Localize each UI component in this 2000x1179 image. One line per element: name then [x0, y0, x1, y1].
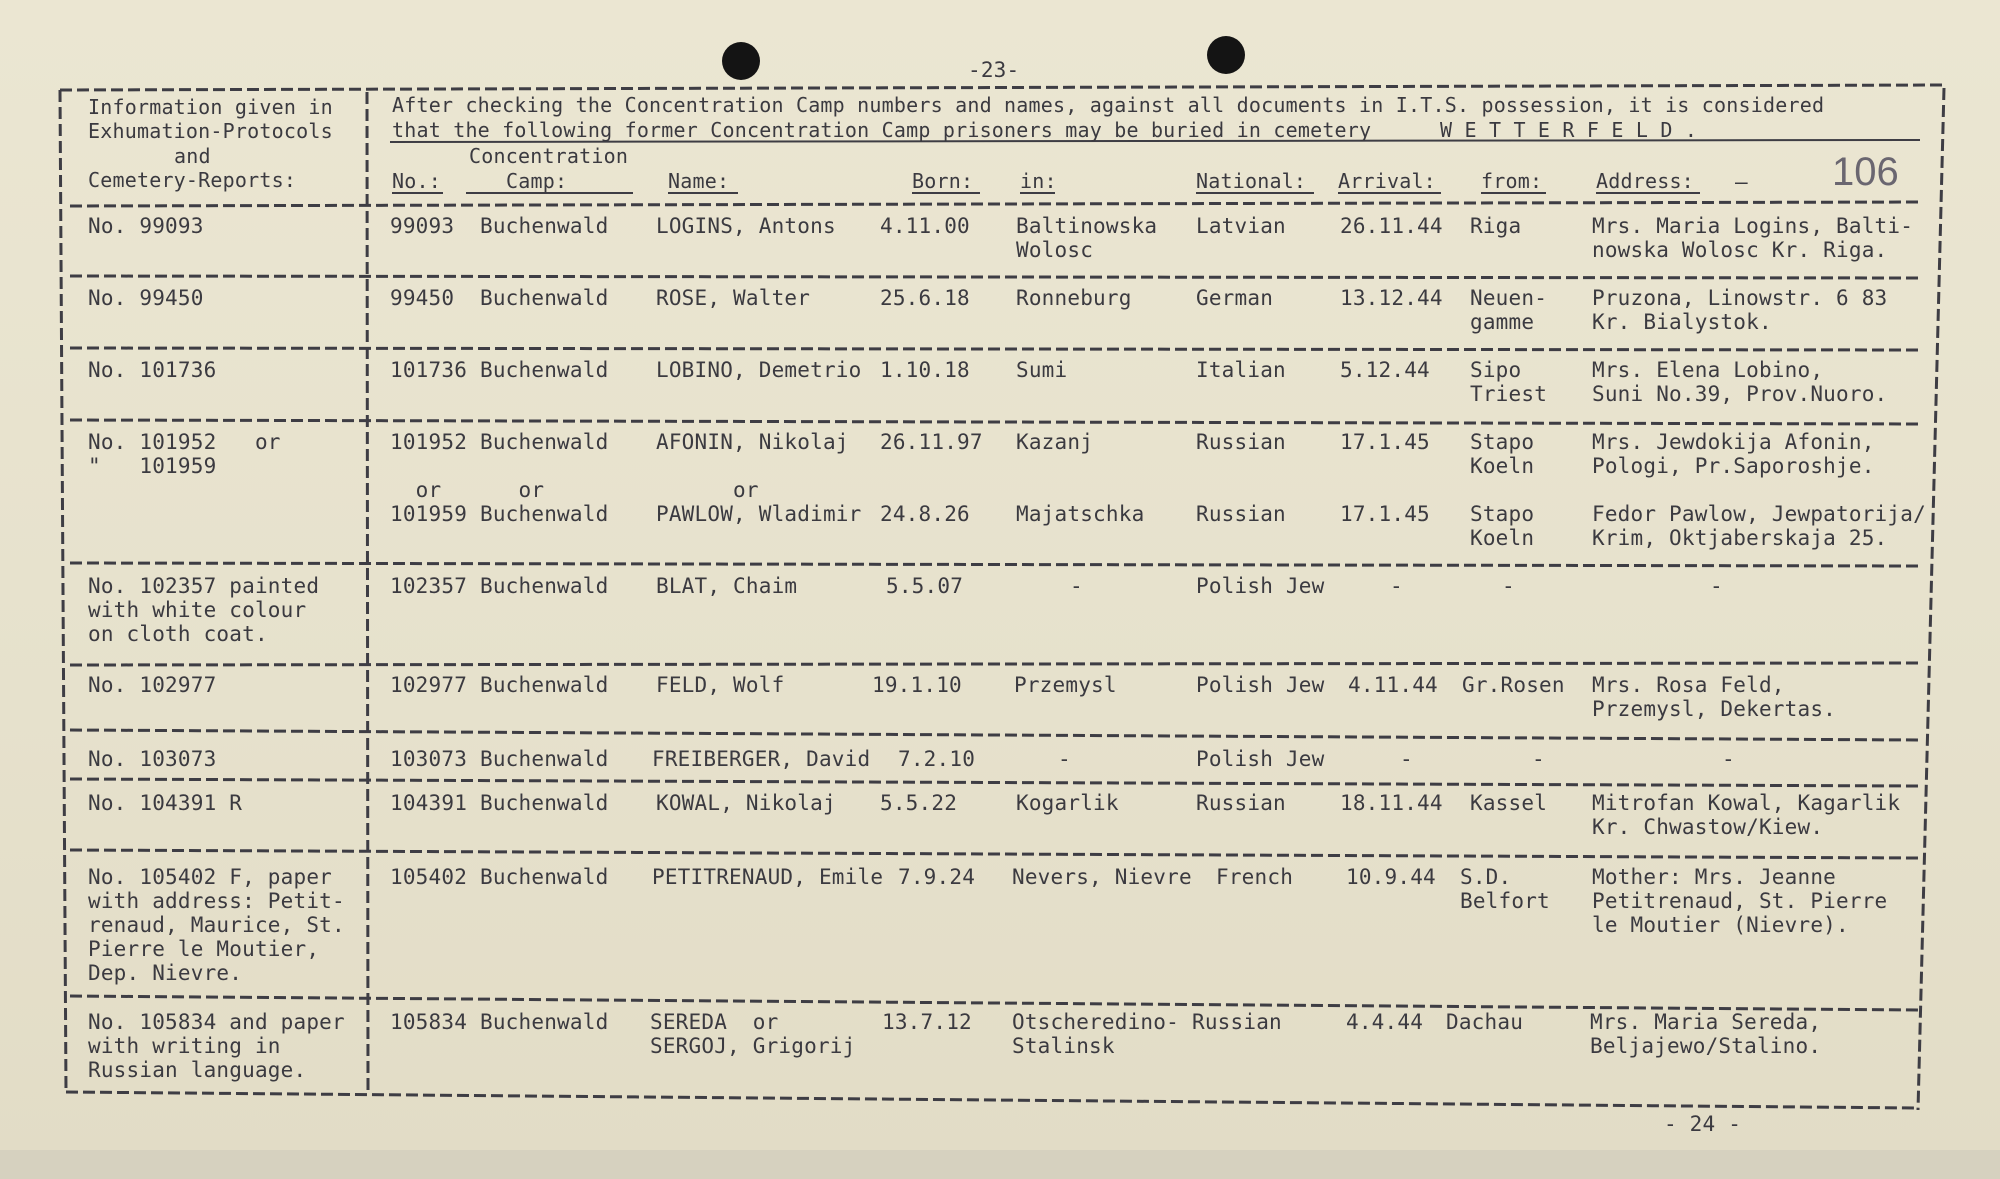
cell-name: LOGINS, Antons [656, 214, 836, 238]
cell-national: Russian [1196, 791, 1286, 815]
cell-in: Stalinsk [1012, 1034, 1115, 1058]
top-page-mark: -23- [968, 58, 1020, 82]
cell-national: Latvian [1196, 214, 1286, 238]
col-header-address: Address: [1596, 169, 1694, 193]
cell-from: Kassel [1470, 791, 1548, 815]
cell-no: 99450 [390, 286, 455, 310]
cell-in: Kogarlik [1016, 791, 1119, 815]
cell-from: Neuen- [1470, 286, 1548, 310]
col-header-no: No.: [392, 169, 441, 193]
col-header-name: Name: [668, 169, 730, 193]
cell-in: Nevers, Nievre [1012, 865, 1192, 889]
cell-national: French [1216, 865, 1294, 889]
cell-no: 104391 [390, 791, 468, 815]
cell-from: - [1502, 574, 1515, 598]
cell-name: or [656, 478, 759, 502]
cell-born: 5.5.07 [886, 574, 964, 598]
cell-name: AFONIN, Nikolaj [656, 430, 849, 454]
cell-national: German [1196, 286, 1274, 310]
cell-arrival: 10.9.44 [1346, 865, 1436, 889]
cell-national: Russian [1196, 430, 1286, 454]
cell-from: S.D. [1460, 865, 1512, 889]
cell-from: Sipo [1470, 358, 1522, 382]
page-stamp-number: 106 [1832, 150, 1899, 194]
cell-name: PETITRENAUD, Emile [652, 865, 884, 889]
cell-arrival: 4.4.44 [1346, 1010, 1424, 1034]
cell-name: PAWLOW, Wladimir [656, 502, 862, 526]
cell-info: Dep. Nievre. [88, 961, 243, 985]
cell-from: Koeln [1470, 526, 1535, 550]
cell-no: 102977 [390, 673, 468, 697]
cell-address: Suni No.39, Prov.Nuoro. [1592, 382, 1888, 406]
cell-address: Pologi, Pr.Saporoshje. [1592, 454, 1875, 478]
cell-arrival: 17.1.45 [1340, 502, 1430, 526]
cell-info: Pierre le Moutier, [88, 937, 320, 961]
cell-from: - [1532, 747, 1545, 771]
cell-address: Mrs. Rosa Feld, [1592, 673, 1785, 697]
cell-camp: Buchenwald [480, 865, 609, 889]
stamp-dash: — [1735, 170, 1748, 194]
cell-arrival: 26.11.44 [1340, 214, 1443, 238]
cell-info: No. 99093 [88, 214, 204, 238]
statement-line-1: After checking the Concentration Camp numbers and names, against all documents in I.T.S. possession, it is considered [392, 93, 1825, 117]
cell-in: Sumi [1016, 358, 1068, 382]
bottom-page-mark: - 24 - [1664, 1112, 1742, 1136]
cell-born: 25.6.18 [880, 286, 970, 310]
left-header-line-4: Cemetery-Reports: [88, 168, 297, 192]
cell-address: Mrs. Jewdokija Afonin, [1592, 430, 1875, 454]
cell-arrival: 5.12.44 [1340, 358, 1430, 382]
cell-in: Ronneburg [1016, 286, 1132, 310]
cell-info: No. 99450 [88, 286, 204, 310]
cell-address: Kr. Chwastow/Kiew. [1592, 815, 1824, 839]
cell-info: No. 102977 [88, 673, 217, 697]
cell-address: Mother: Mrs. Jeanne [1592, 865, 1837, 889]
cell-address: Mrs. Maria Sereda, [1590, 1010, 1822, 1034]
cell-info: Russian language. [88, 1058, 307, 1082]
cell-address: Petitrenaud, St. Pierre [1592, 889, 1888, 913]
cell-camp: Buchenwald [480, 286, 609, 310]
cell-national: Polish Jew [1196, 574, 1325, 598]
cell-name: FREIBERGER, David [652, 747, 871, 771]
col-header-born: Born: [912, 169, 974, 193]
cell-no: or [390, 478, 442, 502]
cell-camp: Buchenwald [480, 214, 609, 238]
cell-national: Italian [1196, 358, 1286, 382]
cell-address: Mitrofan Kowal, Kagarlik [1592, 791, 1901, 815]
cell-born: 19.1.10 [872, 673, 962, 697]
cell-camp: Buchenwald [480, 502, 609, 526]
col-header-camp: Camp: [506, 169, 568, 193]
cell-address: Beljajewo/Stalino. [1590, 1034, 1822, 1058]
cell-arrival: 17.1.45 [1340, 430, 1430, 454]
cell-info: No. 102357 painted [88, 574, 320, 598]
cell-camp: Buchenwald [480, 358, 609, 382]
cell-camp: Buchenwald [480, 673, 609, 697]
cell-no: 103073 [390, 747, 468, 771]
cell-address: nowska Wolosc Kr. Riga. [1592, 238, 1888, 262]
cell-address: Przemysl, Dekertas. [1592, 697, 1837, 721]
cell-no: 101736 [390, 358, 468, 382]
cell-info: No. 101952 or [88, 430, 281, 454]
cell-no: 101952 [390, 430, 468, 454]
cell-info: with writing in [88, 1034, 281, 1058]
cell-address: - [1710, 574, 1723, 598]
cell-arrival: - [1400, 747, 1413, 771]
cell-info: " 101959 [88, 454, 217, 478]
cell-info: No. 105834 and paper [88, 1010, 345, 1034]
cell-national: Russian [1192, 1010, 1282, 1034]
cell-camp: Buchenwald [480, 791, 609, 815]
cell-born: 26.11.97 [880, 430, 983, 454]
cell-in: - [1070, 574, 1083, 598]
cell-address: Krim, Oktjaberskaja 25. [1592, 526, 1888, 550]
cell-no: 99093 [390, 214, 455, 238]
cell-camp: Buchenwald [480, 430, 609, 454]
cell-info: with address: Petit- [88, 889, 345, 913]
cell-no: 101959 [390, 502, 468, 526]
cell-info: on cloth coat. [88, 622, 268, 646]
cell-name: SEREDA or [650, 1010, 779, 1034]
cell-arrival: - [1390, 574, 1403, 598]
cell-info: with white colour [88, 598, 307, 622]
cell-no: 105834 [390, 1010, 468, 1034]
cell-info: renaud, Maurice, St. [88, 913, 345, 937]
cell-born: 7.2.10 [898, 747, 976, 771]
cell-born: 13.7.12 [882, 1010, 972, 1034]
col-header-national: National: [1196, 169, 1307, 193]
cell-arrival: 4.11.44 [1348, 673, 1438, 697]
cell-from: Riga [1470, 214, 1522, 238]
cell-name: BLAT, Chaim [656, 574, 798, 598]
cell-address: Pruzona, Linowstr. 6 83 [1592, 286, 1888, 310]
cell-born: 24.8.26 [880, 502, 970, 526]
cell-in: Majatschka [1016, 502, 1145, 526]
left-header-line-3: and [174, 144, 211, 168]
cell-from: Gr.Rosen [1462, 673, 1565, 697]
cell-in: - [1058, 747, 1071, 771]
left-header-line-2: Exhumation-Protocols [88, 119, 333, 143]
col-header-camp-top: Concentration [469, 144, 629, 168]
cell-info: No. 103073 [88, 747, 217, 771]
cell-info: No. 101736 [88, 358, 217, 382]
cell-address: Fedor Pawlow, Jewpatorija/ [1592, 502, 1926, 526]
cell-no: 105402 [390, 865, 468, 889]
cell-camp: Buchenwald [480, 574, 609, 598]
col-header-from: from: [1481, 169, 1543, 193]
col-header-in: in: [1020, 169, 1057, 193]
cell-born: 4.11.00 [880, 214, 970, 238]
cell-info: No. 104391 R [88, 791, 243, 815]
cell-national: Polish Jew [1196, 673, 1325, 697]
cell-arrival: 18.11.44 [1340, 791, 1443, 815]
cell-in: Przemysl [1014, 673, 1117, 697]
cell-in: Kazanj [1016, 430, 1094, 454]
cell-from: Dachau [1446, 1010, 1524, 1034]
cell-in: Baltinowska [1016, 214, 1158, 238]
cell-address: - [1722, 747, 1735, 771]
cell-in: Wolosc [1016, 238, 1094, 262]
cell-arrival: 13.12.44 [1340, 286, 1443, 310]
cell-no: 102357 [390, 574, 468, 598]
cell-name: FELD, Wolf [656, 673, 785, 697]
cell-from: gamme [1470, 310, 1535, 334]
cell-name: ROSE, Walter [656, 286, 811, 310]
cell-from: Stapo [1470, 430, 1535, 454]
cell-born: 1.10.18 [880, 358, 970, 382]
cell-from: Triest [1470, 382, 1548, 406]
cell-national: Russian [1196, 502, 1286, 526]
cell-address: Kr. Bialystok. [1592, 310, 1772, 334]
left-header-line-1: Information given in [88, 95, 333, 119]
cell-name: LOBINO, Demetrio [656, 358, 862, 382]
cell-camp: Buchenwald [480, 1010, 609, 1034]
cell-national: Polish Jew [1196, 747, 1325, 771]
cell-name: KOWAL, Nikolaj [656, 791, 836, 815]
cell-address: Mrs. Elena Lobino, [1592, 358, 1824, 382]
cell-camp: or [480, 478, 545, 502]
cell-in: Otscheredino- [1012, 1010, 1179, 1034]
col-header-arrival: Arrival: [1338, 169, 1436, 193]
cell-info: No. 105402 F, paper [88, 865, 333, 889]
cell-camp: Buchenwald [480, 747, 609, 771]
cell-from: Stapo [1470, 502, 1535, 526]
cell-born: 5.5.22 [880, 791, 958, 815]
cell-address: le Moutier (Nievre). [1592, 913, 1849, 937]
cemetery-name: W E T T E R F E L D . [1440, 118, 1698, 142]
cell-from: Koeln [1470, 454, 1535, 478]
statement-line-2: that the following former Concentration Camp prisoners may be buried in cemetery [392, 118, 1372, 142]
cell-name: SERGOJ, Grigorij [650, 1034, 856, 1058]
cell-from: Belfort [1460, 889, 1550, 913]
cell-address: Mrs. Maria Logins, Balti- [1592, 214, 1914, 238]
cell-born: 7.9.24 [898, 865, 976, 889]
